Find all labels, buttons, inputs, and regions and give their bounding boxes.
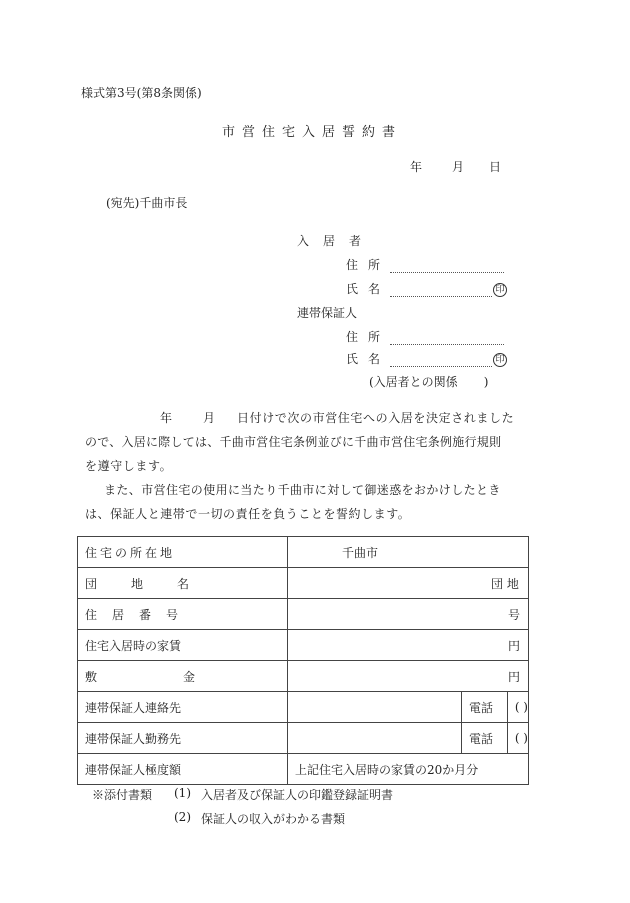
attachment-2-number: (2) bbox=[174, 810, 191, 824]
deposit-label: 敷金 bbox=[78, 661, 288, 692]
guarantor-heading: 連帯保証人 bbox=[297, 306, 358, 320]
estate-name-value[interactable]: 団 地 bbox=[288, 568, 529, 599]
guarantor-name-row bbox=[346, 350, 507, 367]
guarantor-contact-value[interactable] bbox=[288, 692, 462, 723]
guarantor-seal-icon: 印 bbox=[493, 353, 507, 367]
guarantor-name-field[interactable] bbox=[390, 354, 492, 367]
document-title: 市営住宅入居誓約書 bbox=[222, 125, 403, 140]
tenant-address-label: 住所 bbox=[346, 258, 391, 272]
guarantor-workplace-value[interactable] bbox=[288, 723, 462, 754]
table-row bbox=[78, 599, 529, 630]
addressee: (宛先)千曲市長 bbox=[106, 196, 188, 210]
table-row bbox=[78, 630, 529, 661]
para1-year: 年 bbox=[160, 411, 173, 425]
estate-name-label: 団地名 bbox=[78, 568, 288, 599]
rent-label: 住宅入居時の家賃 bbox=[78, 630, 288, 661]
guarantor-address-label: 住所 bbox=[346, 330, 391, 344]
unit-number-label: 住居番号 bbox=[78, 599, 288, 630]
tenant-name-row bbox=[346, 280, 507, 297]
para1-line3: を遵守します。 bbox=[85, 459, 173, 473]
rent-value[interactable]: 円 bbox=[288, 630, 529, 661]
guarantor-workplace-phone-label: 電話 bbox=[461, 723, 507, 754]
guarantor-limit-label: 連帯保証人極度額 bbox=[78, 754, 288, 785]
guarantor-workplace-label: 連帯保証人勤務先 bbox=[78, 723, 288, 754]
tenant-address-row bbox=[346, 256, 504, 273]
para1-line1: 日付けで次の市営住宅への入居を決定されました bbox=[237, 411, 515, 425]
table-row bbox=[78, 537, 529, 568]
housing-info-table bbox=[77, 536, 529, 785]
guarantor-relation bbox=[369, 373, 488, 390]
tenant-heading: 入居者 bbox=[297, 234, 376, 248]
attachments-label: ※添付書類 bbox=[92, 788, 153, 802]
date-day: 日 bbox=[489, 160, 502, 174]
para2-line1: また、市営住宅の使用に当たり千曲市に対して御迷惑をおかけしたとき bbox=[104, 483, 501, 497]
guarantor-relation-close: ) bbox=[483, 375, 489, 389]
guarantor-address-field[interactable] bbox=[390, 332, 504, 345]
guarantor-address-row bbox=[346, 328, 504, 345]
para1-month: 月 bbox=[203, 411, 216, 425]
guarantor-workplace-phone-value[interactable]: ( ) bbox=[507, 723, 528, 754]
guarantor-name-label: 氏名 bbox=[346, 352, 391, 366]
location-value[interactable]: 千曲市 bbox=[288, 537, 529, 568]
para1-line2: ので、入居に際しては、千曲市営住宅条例並びに千曲市営住宅条例施行規則 bbox=[85, 435, 502, 449]
table-row bbox=[78, 692, 529, 723]
location-label: 住宅の所在地 bbox=[78, 537, 288, 568]
tenant-name-field[interactable] bbox=[390, 284, 492, 297]
tenant-seal-icon: 印 bbox=[493, 283, 507, 297]
guarantor-relation-open: (入居者との関係 bbox=[369, 375, 458, 389]
attachment-2-text: 保証人の収入がわかる書類 bbox=[201, 812, 346, 826]
tenant-name-label: 氏名 bbox=[346, 282, 391, 296]
attachment-1-number: (1) bbox=[174, 786, 191, 800]
date-year: 年 bbox=[410, 160, 423, 174]
guarantor-contact-phone-value[interactable]: ( ) bbox=[507, 692, 528, 723]
table-row bbox=[78, 754, 529, 785]
attachment-1-text: 入居者及び保証人の印鑑登録証明書 bbox=[201, 788, 394, 802]
para2-line2: は、保証人と連帯で一切の責任を負うことを誓約します。 bbox=[85, 507, 411, 521]
guarantor-contact-label: 連帯保証人連絡先 bbox=[78, 692, 288, 723]
date-month: 月 bbox=[452, 160, 465, 174]
guarantor-limit-value: 上記住宅入居時の家賃の20か月分 bbox=[288, 754, 529, 785]
guarantor-contact-phone-label: 電話 bbox=[461, 692, 507, 723]
deposit-value[interactable]: 円 bbox=[288, 661, 529, 692]
table-row bbox=[78, 661, 529, 692]
unit-number-value[interactable]: 号 bbox=[288, 599, 529, 630]
form-number: 様式第3号(第8条関係) bbox=[81, 86, 202, 100]
tenant-address-field[interactable] bbox=[390, 260, 504, 273]
table-row bbox=[78, 723, 529, 754]
table-row bbox=[78, 568, 529, 599]
